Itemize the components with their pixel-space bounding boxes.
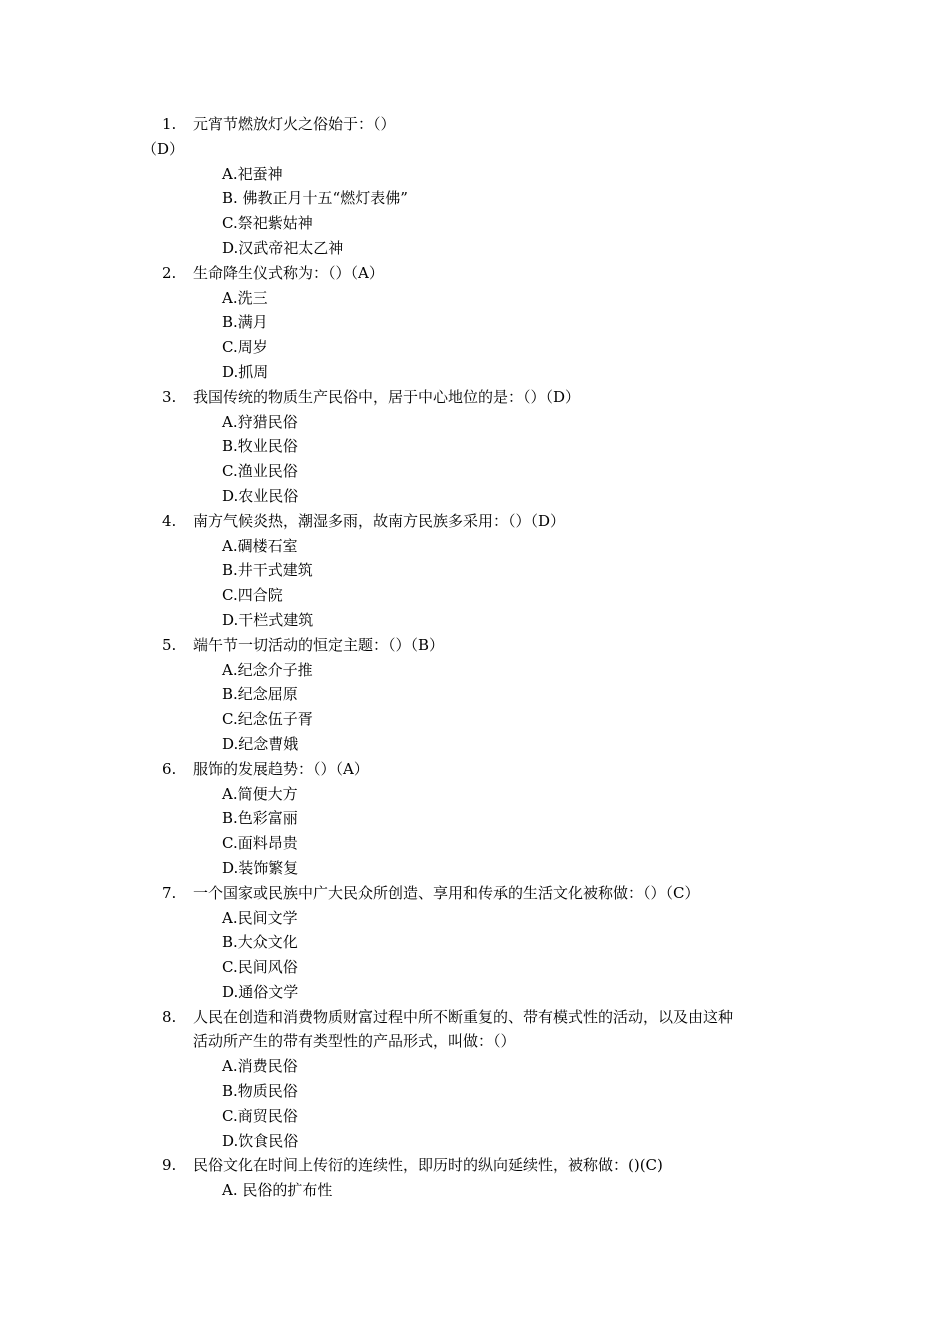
option-line — [0, 782, 950, 807]
option-line — [0, 707, 950, 732]
option-line — [0, 186, 950, 211]
document-body — [0, 112, 950, 1203]
option-line — [0, 608, 950, 633]
option-text: B.井干式建筑 — [222, 561, 313, 580]
option-text: A.简便大方 — [222, 784, 298, 803]
option-text: C.民间风俗 — [222, 958, 298, 977]
option-line — [0, 1178, 950, 1203]
question-line — [0, 112, 950, 137]
question-number: 5. — [162, 635, 177, 654]
option-line — [0, 930, 950, 955]
option-line — [0, 955, 950, 980]
option-text: B.满月 — [222, 313, 268, 332]
question-text: 活动所产生的带有类型性的产品形式，叫做：（） — [193, 1032, 516, 1051]
question-number: 2. — [162, 263, 177, 282]
option-line — [0, 658, 950, 683]
option-line — [0, 286, 950, 311]
option-line — [0, 360, 950, 385]
question-number: 4. — [162, 511, 177, 530]
option-line — [0, 1054, 950, 1079]
question-line — [0, 509, 950, 534]
option-line — [0, 1129, 950, 1154]
option-line — [0, 1079, 950, 1104]
option-text: D.饮食民俗 — [222, 1131, 299, 1150]
option-text: C.商贸民俗 — [222, 1106, 298, 1125]
option-line — [0, 534, 950, 559]
option-line — [0, 459, 950, 484]
option-line — [0, 236, 950, 261]
option-line — [0, 682, 950, 707]
question-item — [0, 261, 950, 385]
option-text: B.牧业民俗 — [222, 437, 298, 456]
option-text: A.消费民俗 — [222, 1057, 298, 1076]
option-text: A.纪念介子推 — [222, 660, 313, 679]
option-text: D.干栏式建筑 — [222, 610, 314, 629]
option-line — [0, 806, 950, 831]
option-text: D.通俗文学 — [222, 982, 299, 1001]
question-item — [0, 509, 950, 633]
option-text: C.祭祀紫姑神 — [222, 214, 313, 233]
option-text: A.祀蚕神 — [222, 164, 283, 183]
option-line — [0, 162, 950, 187]
option-line — [0, 410, 950, 435]
option-text: D.装饰繁复 — [222, 858, 299, 877]
question-number: 6. — [162, 759, 177, 778]
question-text: 生命降生仪式称为：（）（A） — [193, 263, 384, 282]
question-text: 服饰的发展趋势：（）（A） — [193, 759, 369, 778]
question-number: 3. — [162, 387, 177, 406]
answer-key: （D） — [142, 139, 185, 158]
question-item — [0, 1153, 950, 1203]
option-line — [0, 1104, 950, 1129]
question-number: 9. — [162, 1156, 177, 1175]
option-line — [0, 211, 950, 236]
question-line — [0, 1029, 950, 1054]
option-line — [0, 583, 950, 608]
option-text: C.渔业民俗 — [222, 462, 298, 481]
question-text: 南方气候炎热，潮湿多雨，故南方民族多采用：（）（D） — [193, 511, 566, 530]
option-text: D.抓周 — [222, 362, 269, 381]
question-item — [0, 112, 950, 261]
answer-line — [0, 137, 950, 162]
option-text: B.物质民俗 — [222, 1082, 298, 1101]
option-text: D.纪念曹娥 — [222, 734, 299, 753]
question-line — [0, 881, 950, 906]
option-text: B. 佛教正月十五“燃灯表佛” — [222, 189, 408, 208]
option-text: C.四合院 — [222, 586, 283, 605]
question-text: 人民在创造和消费物质财富过程中所不断重复的、带有模式性的活动，以及由这种 — [193, 1007, 734, 1026]
question-item — [0, 1005, 950, 1154]
question-text: 一个国家或民族中广大民众所创造、享用和传承的生活文化被称做：（）（C） — [193, 883, 700, 902]
question-line — [0, 1153, 950, 1178]
option-line — [0, 831, 950, 856]
option-line — [0, 906, 950, 931]
option-text: B.大众文化 — [222, 933, 298, 952]
option-text: A.碉楼石室 — [222, 536, 298, 555]
option-line — [0, 732, 950, 757]
option-line — [0, 335, 950, 360]
option-text: C.面料昂贵 — [222, 834, 298, 853]
question-line — [0, 385, 950, 410]
option-line — [0, 484, 950, 509]
question-line — [0, 261, 950, 286]
question-line — [0, 757, 950, 782]
question-item — [0, 633, 950, 757]
question-number: 8. — [162, 1007, 177, 1026]
option-line — [0, 558, 950, 583]
question-number: 1. — [162, 115, 177, 133]
option-text: A.民间文学 — [222, 908, 298, 927]
option-text: D.农业民俗 — [222, 486, 299, 505]
option-text: B.纪念屈原 — [222, 685, 298, 704]
option-line — [0, 310, 950, 335]
question-item — [0, 881, 950, 1005]
option-text: A.狩猎民俗 — [222, 412, 298, 431]
question-item — [0, 757, 950, 881]
option-text: C.周岁 — [222, 338, 268, 357]
option-text: D.汉武帝祀太乙神 — [222, 238, 344, 257]
question-item — [0, 385, 950, 509]
option-text: C.纪念伍子胥 — [222, 710, 313, 729]
question-line — [0, 1005, 950, 1030]
question-text: 元宵节燃放灯火之俗始于：（） — [193, 115, 396, 133]
option-line — [0, 856, 950, 881]
option-line — [0, 980, 950, 1005]
option-text: A. 民俗的扩布性 — [222, 1181, 333, 1200]
question-text: 民俗文化在时间上传衍的连续性，即历时的纵向延续性，被称做：()(C) — [193, 1156, 663, 1175]
question-text: 我国传统的物质生产民俗中，居于中心地位的是：（）（D） — [193, 387, 581, 406]
option-text: B.色彩富丽 — [222, 809, 298, 828]
question-line — [0, 633, 950, 658]
question-number: 7. — [162, 883, 177, 902]
option-line — [0, 434, 950, 459]
question-text: 端午节一切活动的恒定主题：（）（B） — [193, 635, 445, 654]
option-text: A.洗三 — [222, 288, 268, 307]
